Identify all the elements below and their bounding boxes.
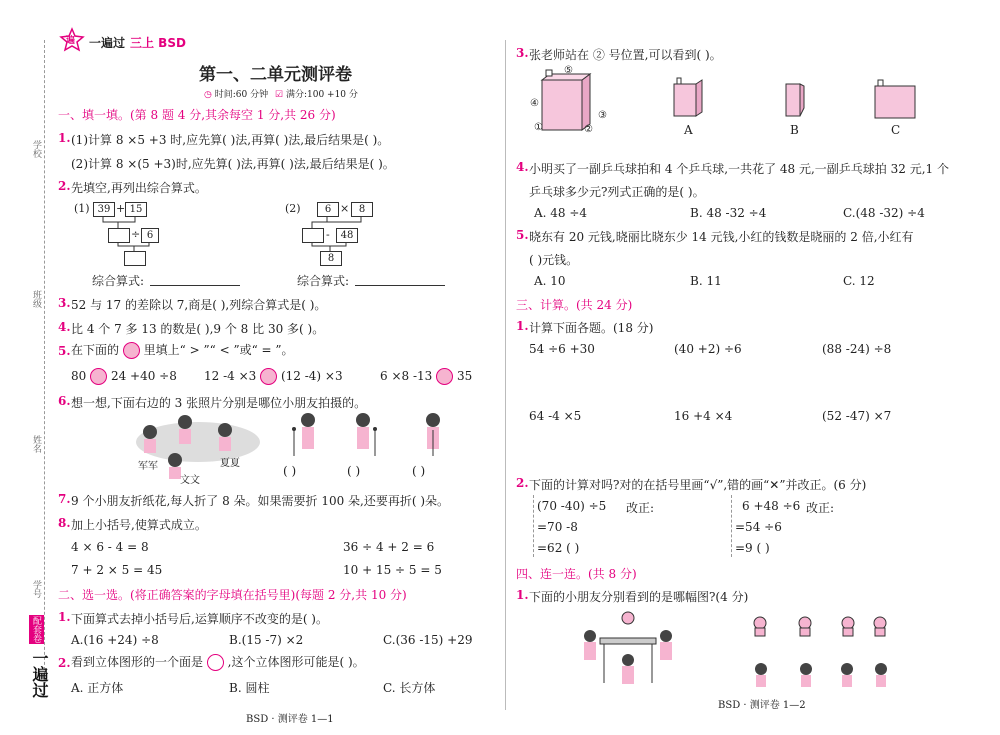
q2-2-connector-lines [0,0,1,1]
c3-text: 张老师站在 ② 号位置,可以看到( )。 [529,48,722,62]
c4-number: 4. [516,160,529,174]
q8-number: 8. [58,516,71,530]
k2-b-line3[interactable]: =9 ( ) [735,541,770,555]
l1-text: 下面的小朋友分别看到的是哪幅图?(4 分) [529,590,749,604]
q1-number: 1. [58,131,71,145]
q3-text: 52 与 17 的差除以 7,商是( ),列综合算式是( )。 [71,298,327,312]
k1-text: 计算下面各题。(18 分) [529,321,654,335]
c3-number: 3. [516,46,529,60]
q2-1-box-b: 15 [125,202,147,217]
section-1-heading: 一、填一填。(第 8 题 4 分,其余每空 1 分,共 26 分) [58,108,336,122]
c5-option-b[interactable]: B. 11 [690,274,722,288]
q2-1-box-result [108,228,130,243]
k1-item-2: (40 +2) ÷6 [674,342,742,356]
q8-text: 加上小括号,使算式成立。 [71,518,207,532]
q6-photo-2 [350,410,380,458]
q6-photo-3 [418,410,448,458]
k2-a-fix-label: 改正: [626,501,655,515]
q5-circle-1[interactable] [90,368,107,385]
c3-mark-1: ① [534,122,543,133]
l1-view-bear-1 [750,615,770,637]
side-label-number: 学号 [31,580,41,598]
q1a-text: (1)计算 8 ×5 +3 时,应先算( )法,再算( )法,最后结果是( )。 [71,133,390,147]
q2-2-box-a: 6 [317,202,339,217]
c3-option-c[interactable]: C [891,123,901,137]
c3-mark-5: ⑤ [564,65,573,76]
c2-option-b[interactable]: B. 圆柱 [229,681,270,695]
k2-number: 2. [516,476,529,490]
k1-item-4: 64 -4 ×5 [529,409,582,423]
q2-2-box-final: 8 [320,251,342,266]
page-divider [505,40,506,710]
q5-item-2: 12 -4 ×3 (12 -4) ×3 [204,369,343,383]
q2-2-box-c: 48 [336,228,358,243]
c3-option-b[interactable]: B [790,123,799,137]
l1-child-2[interactable] [797,662,815,688]
q2-2-combined-label: 综合算式: [297,274,350,288]
l1-child-4[interactable] [872,662,890,688]
l1-child-3[interactable] [838,662,856,688]
k2-text: 下面的计算对吗?对的在括号里画“√”,错的画“✕”并改正。(6 分) [529,478,867,492]
k1-item-5: 16 +4 ×4 [674,409,733,423]
q7-text: 9 个小朋友折纸花,每人折了 8 朵。如果需要折 100 朵,还要再折( )朵。 [71,494,450,508]
compare-circle-icon [123,342,140,359]
k2-b-fix-label: 改正: [806,501,835,515]
q8-item-1: 4 × 6 - 4 = 8 [71,540,149,554]
c3-mark-3: ③ [598,110,607,121]
l1-children-at-table [578,608,678,688]
exam-time: ◷ 时间:60 分钟 [204,90,269,100]
k2-a-line3[interactable]: =62 ( ) [537,541,580,555]
c4-option-a[interactable]: A. 48 ÷4 [534,206,588,220]
k1-item-1: 54 ÷6 +30 [529,342,595,356]
k1-number: 1. [516,319,529,333]
q2-1-op2: ÷ [131,228,141,241]
q6-blank-3[interactable]: ( ) [412,464,426,478]
section-2-heading: 二、选一选。(将正确答案的字母填在括号里)(每题 2 分,共 10 分) [58,588,407,602]
c1-option-b[interactable]: B.(15 -7) ×2 [229,633,304,647]
q6-number: 6. [58,394,71,408]
c3-cabinet-main [534,66,604,136]
brand-grade: 三上 BSD [130,36,186,50]
q2-1-label: (1) [74,202,90,215]
brand-badge: 遍 [60,28,84,52]
c2-number: 2. [58,656,71,670]
q7-number: 7. [58,492,71,506]
q5-circle-2[interactable] [260,368,277,385]
c2-option-c[interactable]: C. 长方体 [383,681,436,695]
q6-name-wenwen: 文文 [180,475,200,486]
c3-option-a[interactable]: A [684,123,693,137]
q8-item-3: 7 + 2 × 5 = 45 [71,563,163,577]
q8-item-4: 10 + 15 ÷ 5 = 5 [343,563,442,577]
c5-text-line2: ( )元钱。 [529,253,579,267]
binding-line [44,40,45,690]
c4-text-line1: 小明买了一副乒乓球拍和 4 个乒乓球,一共花了 48 元,一副乒乓球拍 32 元,1 个 [529,162,949,176]
circle-face-icon [207,654,224,671]
c1-option-c[interactable]: C.(36 -15) +29 [383,633,473,647]
q2-1-answer-line[interactable] [150,285,240,286]
c5-option-a[interactable]: A. 10 [534,274,566,288]
c1-option-a[interactable]: A.(16 +24) ÷8 [71,633,159,647]
q2-1-combined-label: 综合算式: [92,274,145,288]
q6-blank-1[interactable]: ( ) [283,464,297,478]
l1-view-bear-3 [838,615,858,637]
q5-number: 5. [58,344,71,358]
q4-number: 4. [58,320,71,334]
exam-score: ☑ 满分:100 +10 分 [275,90,358,100]
l1-child-1[interactable] [752,662,770,688]
c3-mark-2: ② [584,124,593,135]
q2-text: 先填空,再列出综合算式。 [71,181,207,195]
q4-text: 比 4 个 7 多 13 的数是( ),9 个 8 比 30 多( )。 [71,322,325,336]
c3-mark-4: ④ [530,98,539,109]
q2-1-box-a: 39 [93,202,115,217]
k2-divider-left [533,495,534,557]
q3-number: 3. [58,296,71,310]
q2-1-box-final [124,251,146,266]
q2-2-op2: - [326,228,330,241]
k1-item-6: (52 -47) ×7 [822,409,892,423]
c5-number: 5. [516,228,529,242]
right-footer: BSD · 测评卷 1—2 [718,700,806,711]
c3-view-a [672,76,704,118]
q6-photo-1 [290,410,320,458]
q6-blank-2[interactable]: ( ) [347,464,361,478]
c3-view-b [784,78,806,118]
q2-2-box-b: 8 [351,202,373,217]
q2-number: 2. [58,179,71,193]
c2-text: 看到立体图形的一个面是 ,这个立体图形可能是( )。 [71,655,365,669]
k1-item-3: (88 -24) ÷8 [822,342,892,356]
checkbox-icon: ☑ [275,90,284,100]
c4-option-c[interactable]: C.(48 -32) ÷4 [843,206,925,220]
section-3-heading: 三、计算。(共 24 分) [516,298,633,312]
l1-view-bear-4 [870,615,890,637]
c2-option-a[interactable]: A. 正方体 [71,681,124,695]
c1-text: 下面算式去掉小括号后,运算顺序不改变的是( )。 [71,612,328,626]
side-label-class: 班级 [31,290,41,308]
c5-option-c[interactable]: C. 12 [843,274,875,288]
q5-text: 在下面的 里填上“ > ”“ < ”或“ = ”。 [71,343,294,357]
side-label-school: 学校 [31,140,41,158]
q2-2-label: (2) [285,202,301,215]
c1-number: 1. [58,610,71,624]
c3-view-c [873,78,918,120]
k2-b-line1: 6 +48 ÷6 [742,499,801,513]
k2-b-line2: =54 ÷6 [735,520,782,534]
side-brand: 一遍过 [30,650,49,698]
side-label-name: 姓名 [31,435,41,453]
l1-view-bear-2 [795,615,815,637]
q8-item-2: 36 ÷ 4 + 2 = 6 [343,540,435,554]
k2-a-line1: (70 -40) ÷5 [537,499,607,513]
c5-text-line1: 晓东有 20 元钱,晓丽比晓东少 14 元钱,小红的钱数是晓丽的 2 倍,小红有 [529,230,914,244]
q2-2-op1: × [340,202,350,215]
q6-text: 想一想,下面右边的 3 张照片分别是哪位小朋友拍摄的。 [71,396,367,410]
q2-1-op1: + [116,202,126,215]
k2-a-line2: =70 -8 [537,520,578,534]
q2-1-box-c: 6 [141,228,159,243]
l1-number: 1. [516,588,529,602]
q2-2-box-result [302,228,324,243]
q5-item-3: 6 ×8 -13 35 [380,369,473,383]
q1b-text: (2)计算 8 ×(5 +3)时,应先算( )法,再算( )法,最后结果是( )。 [71,157,395,171]
q5-circle-3[interactable] [436,368,453,385]
q5-item-1: 80 24 +40 ÷8 [71,369,177,383]
left-footer: BSD · 测评卷 1—1 [246,714,334,725]
section-4-heading: 四、连一连。(共 8 分) [516,567,637,581]
c4-option-b[interactable]: B. 48 -32 ÷4 [690,206,767,220]
side-tag: 配套卷 [29,615,44,644]
brand-name: 一遍过 [89,36,126,50]
c4-text-line2: 乒乓球多少元?列式正确的是( )。 [529,185,705,199]
q2-2-answer-line[interactable] [355,285,445,286]
q6-name-junjun: 军军 [138,461,158,472]
page-title: 第一、二单元测评卷 [199,65,352,85]
k2-divider-right [731,495,732,557]
clock-icon: ◷ [204,90,212,100]
q6-name-xiaxia: 夏夏 [220,458,240,469]
